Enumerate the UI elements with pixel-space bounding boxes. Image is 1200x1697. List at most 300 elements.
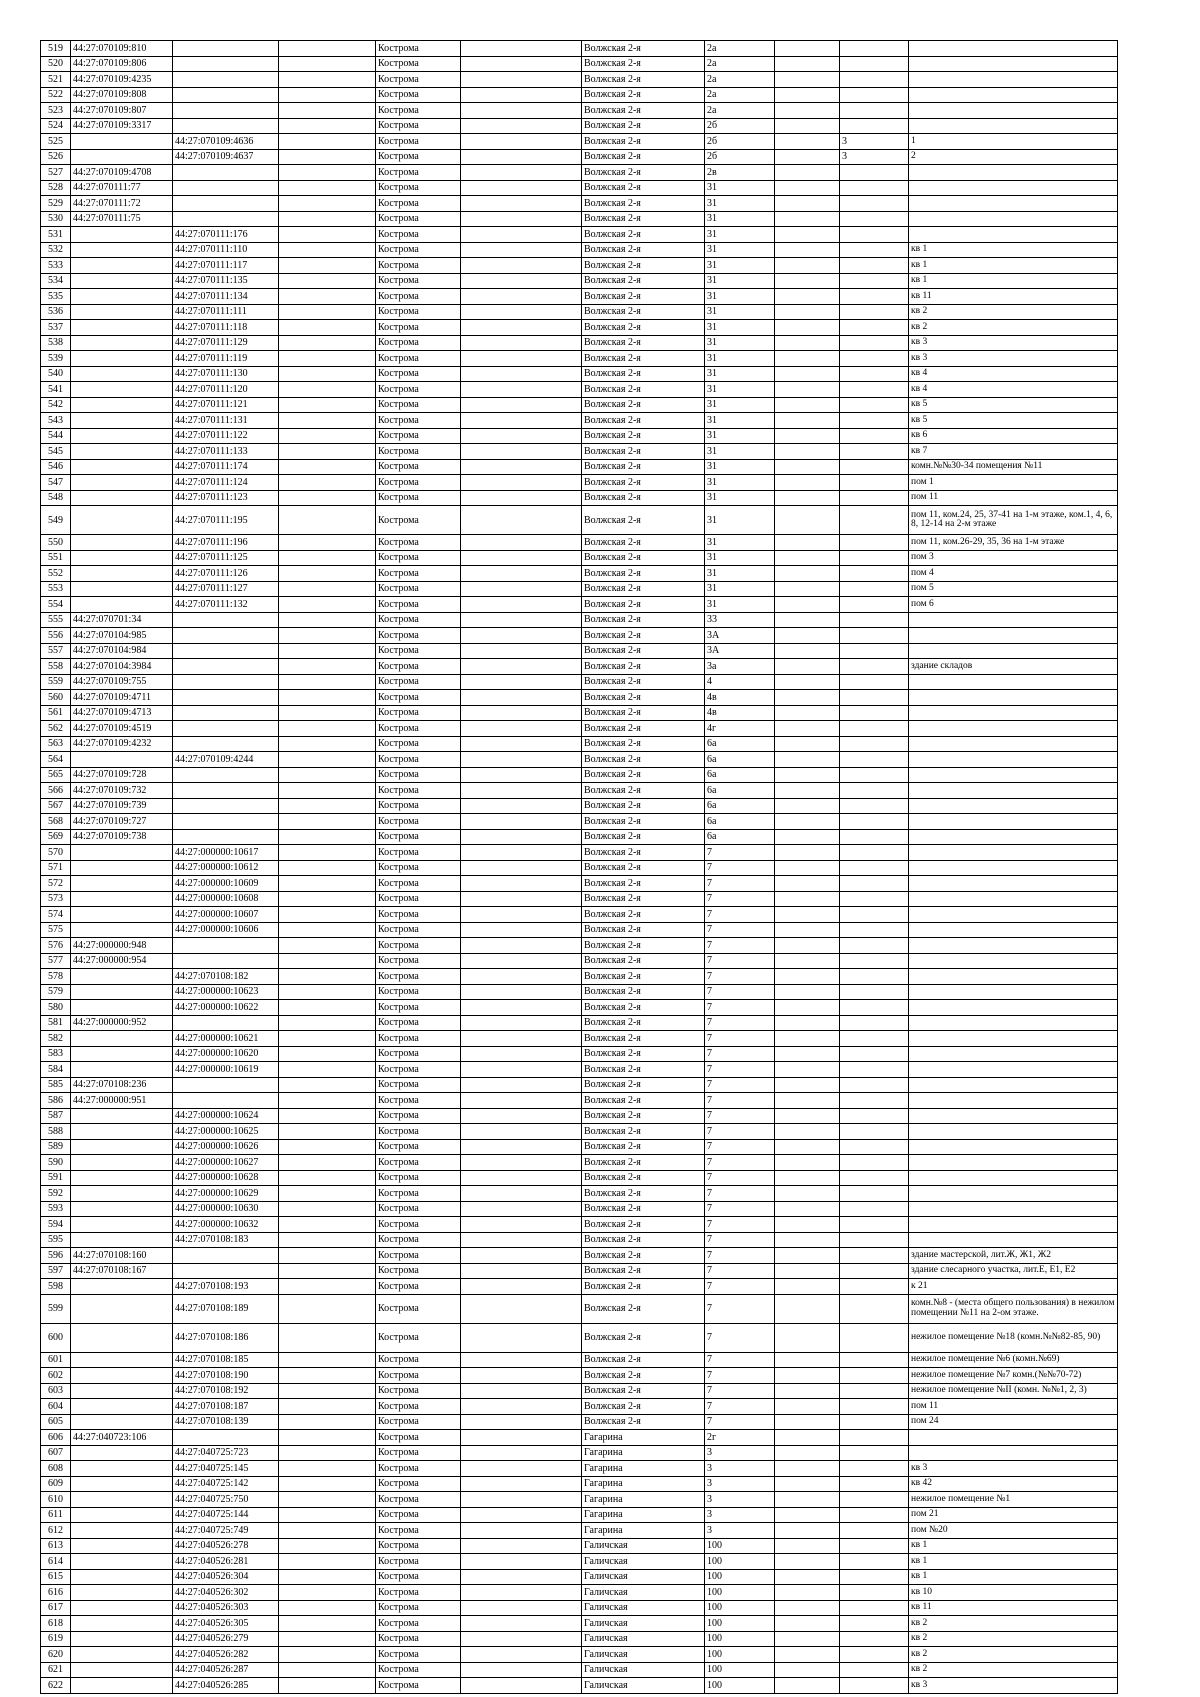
cell-cadastral-number-premises: 44:27:040526:303 [173,1600,279,1616]
cell-cadastral-number-premises: 44:27:040725:144 [173,1507,279,1523]
cell-city: Кострома [376,351,461,367]
cell-premises-note [909,891,1118,907]
cell-premises-note [909,612,1118,628]
cell-row-number: 578 [41,969,71,985]
cell-floor [840,242,909,258]
cell-blank-col [775,118,840,134]
cell-cadastral-number-premises [173,56,279,72]
cell-house-number: 100 [705,1569,775,1585]
cell-cadastral-number-premises: 44:27:040725:145 [173,1461,279,1477]
cell-row-number: 619 [41,1631,71,1647]
cell-blank-col [279,1077,376,1093]
cell-cadastral-number-building: 44:27:070109:728 [71,767,173,783]
cell-blank-col [279,690,376,706]
cell-city: Кострома [376,1662,461,1678]
cell-cadastral-number-building [71,1368,173,1384]
cell-blank-col [279,118,376,134]
cell-cadastral-number-building [71,1139,173,1155]
cell-premises-note: кв 2 [909,304,1118,320]
cell-blank-col [279,320,376,336]
cell-street: Волжская 2-я [582,969,705,985]
cell-house-number: 31 [705,289,775,305]
cell-premises-note [909,1217,1118,1233]
cell-floor [840,397,909,413]
cell-blank-col [775,1139,840,1155]
cell-floor [840,1569,909,1585]
table-row [41,876,1118,892]
cell-street: Волжская 2-я [582,767,705,783]
cell-floor [840,705,909,721]
cell-row-number: 529 [41,196,71,212]
cell-blank-col [461,1352,582,1368]
table-row [41,1678,1118,1694]
cell-cadastral-number-premises: 44:27:070108:186 [173,1323,279,1352]
cell-blank-col [775,798,840,814]
cell-cadastral-number-premises: 44:27:000000:10607 [173,907,279,923]
cell-cadastral-number-premises: 44:27:070111:126 [173,566,279,582]
cell-cadastral-number-building [71,597,173,613]
cell-blank-col [461,56,582,72]
cell-house-number: 100 [705,1600,775,1616]
cell-cadastral-number-premises: 44:27:040526:304 [173,1569,279,1585]
cell-cadastral-number-premises: 44:27:000000:10623 [173,984,279,1000]
cell-house-number: 7 [705,1368,775,1384]
cell-house-number: 31 [705,351,775,367]
cell-house-number: 7 [705,1077,775,1093]
cell-floor [840,1461,909,1477]
cell-blank-col [279,1352,376,1368]
cell-cadastral-number-premises: 44:27:000000:10625 [173,1124,279,1140]
cell-cadastral-number-building [71,876,173,892]
cell-blank-col [279,659,376,675]
cell-floor [840,289,909,305]
cell-house-number: 6а [705,736,775,752]
cell-floor [840,1139,909,1155]
cell-blank-col [461,87,582,103]
cell-blank-col [279,1662,376,1678]
cell-floor [840,814,909,830]
cell-city: Кострома [376,1430,461,1446]
cell-premises-note [909,41,1118,57]
cell-street: Волжская 2-я [582,643,705,659]
table-row [41,566,1118,582]
cell-floor [840,273,909,289]
cell-floor [840,829,909,845]
cell-blank-col [775,876,840,892]
cell-blank-col [279,1523,376,1539]
cell-row-number: 555 [41,612,71,628]
table-row [41,103,1118,119]
cell-cadastral-number-building [71,1554,173,1570]
cell-cadastral-number-building [71,413,173,429]
cell-blank-col [461,1108,582,1124]
cell-row-number: 542 [41,397,71,413]
table-row [41,366,1118,382]
cell-premises-note: кв 1 [909,273,1118,289]
table-row [41,597,1118,613]
cell-blank-col [279,72,376,88]
cell-street: Волжская 2-я [582,1279,705,1295]
cell-blank-col [279,581,376,597]
cell-blank-col [279,922,376,938]
cell-city: Кострома [376,612,461,628]
cell-blank-col [461,1399,582,1415]
cell-city: Кострома [376,1585,461,1601]
table-row [41,242,1118,258]
cell-blank-col [461,1414,582,1430]
cell-blank-col [775,628,840,644]
cell-row-number: 573 [41,891,71,907]
cell-floor [840,196,909,212]
cell-floor [840,984,909,1000]
table-row [41,134,1118,150]
cell-city: Кострома [376,1108,461,1124]
cell-floor [840,1430,909,1446]
cell-premises-note [909,628,1118,644]
cell-blank-col [775,475,840,491]
cell-blank-col [461,273,582,289]
cell-house-number: 4 [705,674,775,690]
table-row [41,1170,1118,1186]
cell-city: Кострома [376,211,461,227]
cell-house-number: 31 [705,366,775,382]
cell-floor [840,1616,909,1632]
cell-premises-note [909,1124,1118,1140]
cell-floor [840,938,909,954]
cell-floor [840,1445,909,1461]
cell-street: Волжская 2-я [582,211,705,227]
cell-floor [840,953,909,969]
cell-premises-note: кв 2 [909,1631,1118,1647]
cell-cadastral-number-premises: 44:27:070108:193 [173,1279,279,1295]
cell-cadastral-number-premises [173,767,279,783]
cell-cadastral-number-building [71,1124,173,1140]
cell-blank-col [461,1062,582,1078]
cell-cadastral-number-premises [173,690,279,706]
cell-street: Волжская 2-я [582,180,705,196]
cell-street: Волжская 2-я [582,227,705,243]
cell-blank-col [775,1077,840,1093]
cell-premises-note [909,907,1118,923]
cell-floor [840,1538,909,1554]
cell-cadastral-number-premises: 44:27:070111:174 [173,459,279,475]
cell-floor [840,659,909,675]
cell-blank-col [775,1046,840,1062]
table-row [41,674,1118,690]
cell-street: Волжская 2-я [582,705,705,721]
cell-street: Волжская 2-я [582,798,705,814]
cell-cadastral-number-premises: 44:27:070108:187 [173,1399,279,1415]
cell-city: Кострома [376,798,461,814]
cell-blank-col [775,366,840,382]
cell-blank-col [775,413,840,429]
cell-city: Кострома [376,1294,461,1323]
cell-street: Волжская 2-я [582,845,705,861]
cell-blank-col [461,736,582,752]
cell-row-number: 594 [41,1217,71,1233]
cell-house-number: 31 [705,196,775,212]
cell-premises-note: кв 10 [909,1585,1118,1601]
cell-cadastral-number-premises [173,1430,279,1446]
cell-street: Волжская 2-я [582,165,705,181]
cell-cadastral-number-building [71,428,173,444]
cell-cadastral-number-premises: 44:27:040526:281 [173,1554,279,1570]
cell-cadastral-number-premises [173,165,279,181]
cell-cadastral-number-premises: 44:27:040526:278 [173,1538,279,1554]
cell-cadastral-number-building: 44:27:070111:72 [71,196,173,212]
cell-blank-col [775,1217,840,1233]
cell-blank-col [461,413,582,429]
cell-row-number: 543 [41,413,71,429]
cell-cadastral-number-premises [173,41,279,57]
cell-premises-note [909,814,1118,830]
cell-house-number: 7 [705,1093,775,1109]
cell-street: Волжская 2-я [582,783,705,799]
cell-row-number: 572 [41,876,71,892]
cell-cadastral-number-building: 44:27:070109:806 [71,56,173,72]
cell-blank-col [775,860,840,876]
cell-floor [840,1631,909,1647]
cell-cadastral-number-premises: 44:27:070111:130 [173,366,279,382]
table-row [41,1248,1118,1264]
cell-cadastral-number-premises: 44:27:070108:192 [173,1383,279,1399]
cell-cadastral-number-premises: 44:27:070111:117 [173,258,279,274]
cell-row-number: 566 [41,783,71,799]
cell-cadastral-number-premises [173,829,279,845]
cell-street: Волжская 2-я [582,1186,705,1202]
cell-blank-col [279,413,376,429]
cell-city: Кострома [376,103,461,119]
cell-blank-col [461,1031,582,1047]
cell-premises-note [909,1108,1118,1124]
cell-row-number: 596 [41,1248,71,1264]
cell-blank-col [279,428,376,444]
cell-cadastral-number-premises: 44:27:040725:723 [173,1445,279,1461]
cell-premises-note [909,1000,1118,1016]
cell-blank-col [775,845,840,861]
cell-street: Волжская 2-я [582,1294,705,1323]
table-row [41,1186,1118,1202]
cell-cadastral-number-building: 44:27:040723:106 [71,1430,173,1446]
cell-row-number: 580 [41,1000,71,1016]
cell-house-number: 7 [705,1232,775,1248]
cell-street: Волжская 2-я [582,581,705,597]
cell-street: Волжская 2-я [582,1217,705,1233]
table-row [41,1554,1118,1570]
cell-cadastral-number-building [71,1155,173,1171]
cell-street: Волжская 2-я [582,1383,705,1399]
cell-city: Кострома [376,227,461,243]
cell-blank-col [775,1569,840,1585]
cell-city: Кострома [376,814,461,830]
table-row [41,1430,1118,1446]
cell-city: Кострома [376,289,461,305]
cell-row-number: 562 [41,721,71,737]
cell-cadastral-number-premises: 44:27:040526:285 [173,1678,279,1694]
cell-blank-col [279,1368,376,1384]
cell-blank-col [461,581,582,597]
cell-blank-col [279,1155,376,1171]
cell-blank-col [279,1507,376,1523]
table-row [41,475,1118,491]
cell-row-number: 605 [41,1414,71,1430]
cell-floor [840,1368,909,1384]
cell-street: Волжская 2-я [582,304,705,320]
cell-city: Кострома [376,87,461,103]
cell-blank-col [279,550,376,566]
cell-house-number: 100 [705,1616,775,1632]
cell-blank-col [775,1201,840,1217]
cell-premises-note [909,1155,1118,1171]
cell-house-number: 31 [705,459,775,475]
cell-cadastral-number-premises [173,1263,279,1279]
table-row [41,721,1118,737]
cell-blank-col [775,1616,840,1632]
cell-blank-col [279,1678,376,1694]
cell-blank-col [775,736,840,752]
cell-city: Кострома [376,1352,461,1368]
cell-city: Кострома [376,41,461,57]
table-row [41,1492,1118,1508]
cell-house-number: 7 [705,860,775,876]
table-row [41,1217,1118,1233]
cell-house-number: 7 [705,1263,775,1279]
cell-blank-col [461,535,582,551]
cell-city: Кострома [376,845,461,861]
cell-blank-col [775,1383,840,1399]
cell-house-number: 2б [705,134,775,150]
cell-blank-col [279,1585,376,1601]
table-row [41,1294,1118,1323]
cell-blank-col [775,490,840,506]
cell-floor [840,1232,909,1248]
cell-floor [840,444,909,460]
cell-blank-col [461,1383,582,1399]
cell-cadastral-number-building [71,1492,173,1508]
cell-cadastral-number-premises: 44:27:040526:282 [173,1647,279,1663]
cell-premises-note [909,1031,1118,1047]
cell-blank-col [461,1248,582,1264]
cell-house-number: 31 [705,535,775,551]
cell-city: Кострома [376,196,461,212]
cell-house-number: 7 [705,1248,775,1264]
cell-cadastral-number-premises: 44:27:070108:190 [173,1368,279,1384]
cell-blank-col [775,289,840,305]
cell-row-number: 559 [41,674,71,690]
cell-city: Кострома [376,1186,461,1202]
cell-house-number: 3А [705,628,775,644]
table-row [41,1507,1118,1523]
table-row [41,304,1118,320]
cell-street: Волжская 2-я [582,273,705,289]
cell-blank-col [461,506,582,535]
cell-blank-col [775,258,840,274]
cell-city: Кострома [376,459,461,475]
cell-city: Кострома [376,1554,461,1570]
cell-premises-note: нежилое помещение №7 комн.(№№70-72) [909,1368,1118,1384]
table-row [41,969,1118,985]
cell-blank-col [775,1263,840,1279]
cell-city: Кострома [376,428,461,444]
cell-cadastral-number-building [71,550,173,566]
cell-floor [840,845,909,861]
cell-cadastral-number-building [71,1569,173,1585]
cell-house-number: 6а [705,783,775,799]
cell-floor [840,1662,909,1678]
cell-street: Волжская 2-я [582,444,705,460]
cell-blank-col [279,242,376,258]
cell-floor [840,1600,909,1616]
cell-premises-note [909,690,1118,706]
cell-street: Волжская 2-я [582,1170,705,1186]
cell-premises-note [909,860,1118,876]
cell-blank-col [279,1647,376,1663]
table-row [41,1662,1118,1678]
cell-premises-note [909,1232,1118,1248]
cell-house-number: 3 [705,1461,775,1477]
cell-cadastral-number-premises: 44:27:000000:10627 [173,1155,279,1171]
cell-house-number: 7 [705,969,775,985]
cell-blank-col [775,382,840,398]
cell-row-number: 552 [41,566,71,582]
cell-cadastral-number-building [71,1352,173,1368]
table-row [41,1015,1118,1031]
cell-blank-col [279,1248,376,1264]
cell-row-number: 611 [41,1507,71,1523]
cell-blank-col [279,258,376,274]
cell-row-number: 604 [41,1399,71,1415]
cell-street: Волжская 2-я [582,628,705,644]
cell-house-number: 31 [705,180,775,196]
cell-street: Волжская 2-я [582,1201,705,1217]
cell-street: Волжская 2-я [582,103,705,119]
cell-cadastral-number-building [71,382,173,398]
cell-row-number: 602 [41,1368,71,1384]
cell-blank-col [461,1445,582,1461]
cell-blank-col [775,1248,840,1264]
cell-cadastral-number-building: 44:27:070109:810 [71,41,173,57]
cell-blank-col [775,1476,840,1492]
cell-blank-col [279,1217,376,1233]
cell-premises-note: кв 1 [909,258,1118,274]
cell-blank-col [461,1523,582,1539]
table-row [41,1352,1118,1368]
cell-blank-col [775,1538,840,1554]
cell-street: Гагарина [582,1507,705,1523]
cell-cadastral-number-building: 44:27:070111:75 [71,211,173,227]
cell-premises-note: кв 2 [909,1616,1118,1632]
cell-blank-col [775,1662,840,1678]
cell-row-number: 591 [41,1170,71,1186]
cell-floor [840,581,909,597]
cell-house-number: 31 [705,475,775,491]
cell-blank-col [775,1323,840,1352]
cell-premises-note: кв 1 [909,1554,1118,1570]
cell-floor [840,1383,909,1399]
cell-blank-col [461,984,582,1000]
cell-premises-note: пом №20 [909,1523,1118,1539]
cell-floor [840,1201,909,1217]
cell-cadastral-number-premises: 44:27:070111:121 [173,397,279,413]
cell-city: Кострома [376,1062,461,1078]
cell-city: Кострома [376,752,461,768]
cell-row-number: 598 [41,1279,71,1295]
cell-cadastral-number-building [71,1383,173,1399]
cell-row-number: 607 [41,1445,71,1461]
cell-premises-note: пом 11 [909,490,1118,506]
cell-city: Кострома [376,1383,461,1399]
cell-street: Галичская [582,1554,705,1570]
